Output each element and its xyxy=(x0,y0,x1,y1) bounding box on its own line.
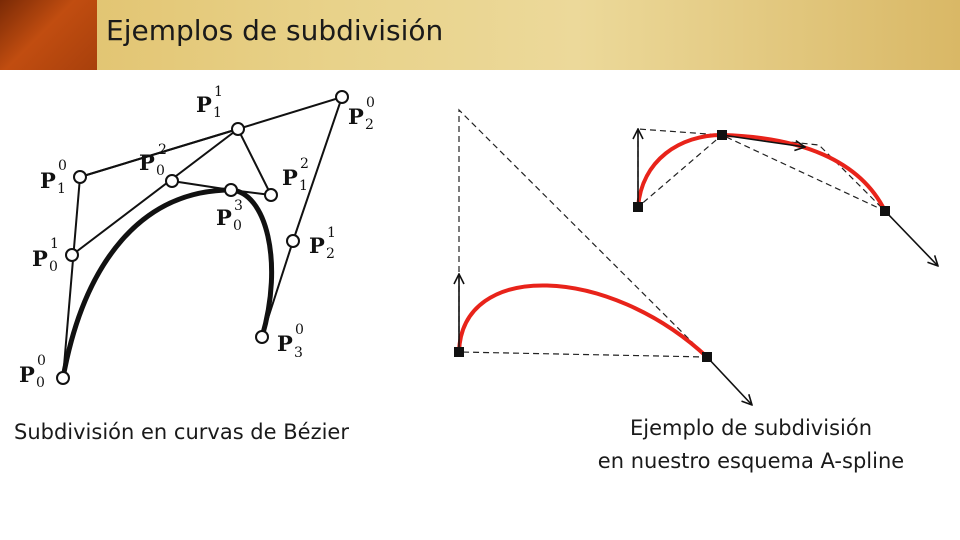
label-p2-0 xyxy=(348,95,375,133)
right-figure-caption xyxy=(556,412,946,478)
svg-text:P: P xyxy=(282,165,298,190)
slide-title: Ejemplos de subdivisión xyxy=(106,14,444,47)
svg-text:1: 1 xyxy=(214,84,223,100)
svg-text:0: 0 xyxy=(366,95,375,111)
label-p0-0 xyxy=(19,353,46,391)
bezier-subdivision-diagram xyxy=(19,84,375,391)
control-point-p0-1 xyxy=(66,249,78,261)
label-p2-1 xyxy=(309,225,336,262)
svg-text:2: 2 xyxy=(300,156,309,172)
svg-text:3: 3 xyxy=(234,198,243,214)
svg-text:P: P xyxy=(309,233,325,258)
svg-text:1: 1 xyxy=(327,225,336,241)
svg-text:P: P xyxy=(348,104,364,129)
right-caption-line-1: Ejemplo de subdivisión xyxy=(629,416,873,440)
svg-text:0: 0 xyxy=(49,259,58,275)
label-p0-2 xyxy=(139,142,167,179)
label-p1-0 xyxy=(40,158,67,197)
control-point-p3-0 xyxy=(256,331,268,343)
label-p1-1 xyxy=(196,84,223,121)
tangent-arrow-lower-end xyxy=(707,357,752,405)
svg-text:1: 1 xyxy=(213,105,222,121)
svg-text:P: P xyxy=(277,331,293,356)
aspline-subdivision-diagram xyxy=(454,110,938,405)
control-point-p2-0 xyxy=(336,91,348,103)
svg-text:P: P xyxy=(19,362,35,387)
label-p0-1 xyxy=(32,236,59,275)
svg-text:1: 1 xyxy=(299,178,308,194)
control-point-p1-0 xyxy=(74,171,86,183)
label-p1-2 xyxy=(282,156,309,194)
svg-text:0: 0 xyxy=(156,163,165,179)
control-point-p0-2 xyxy=(166,175,178,187)
svg-text:P: P xyxy=(32,246,48,271)
tangent-arrow-upper-end xyxy=(885,211,938,266)
label-p0-3 xyxy=(216,198,243,234)
svg-text:P: P xyxy=(196,92,212,117)
svg-text:3: 3 xyxy=(294,345,303,361)
svg-text:P: P xyxy=(216,205,232,230)
control-point-p2-1 xyxy=(287,235,299,247)
svg-text:1: 1 xyxy=(57,181,66,197)
svg-text:P: P xyxy=(40,168,56,193)
svg-text:0: 0 xyxy=(58,158,67,174)
svg-text:P: P xyxy=(139,150,155,175)
vertex-marker xyxy=(880,206,890,216)
aspline-curve-upper-left xyxy=(638,135,722,207)
dashed-control-triangle xyxy=(459,110,707,357)
svg-text:0: 0 xyxy=(233,218,242,234)
aspline-curve-lower xyxy=(459,285,707,357)
svg-text:2: 2 xyxy=(365,117,374,133)
control-point-p0-3 xyxy=(225,184,237,196)
vertex-marker xyxy=(702,352,712,362)
svg-text:0: 0 xyxy=(37,353,46,369)
svg-text:1: 1 xyxy=(50,236,59,252)
label-p3-0 xyxy=(277,322,304,361)
svg-text:2: 2 xyxy=(326,246,335,262)
left-figure-caption: Subdivisión en curvas de Bézier xyxy=(14,420,349,444)
vertex-marker xyxy=(633,202,643,212)
control-point-p1-1 xyxy=(232,123,244,135)
svg-text:0: 0 xyxy=(295,322,304,338)
control-point-p0-0 xyxy=(57,372,69,384)
vertex-marker xyxy=(454,347,464,357)
right-caption-line-2: en nuestro esquema A-spline xyxy=(597,449,905,473)
control-point-p1-2 xyxy=(265,189,277,201)
svg-text:2: 2 xyxy=(158,142,167,158)
vertex-marker xyxy=(717,130,727,140)
svg-text:0: 0 xyxy=(36,375,45,391)
